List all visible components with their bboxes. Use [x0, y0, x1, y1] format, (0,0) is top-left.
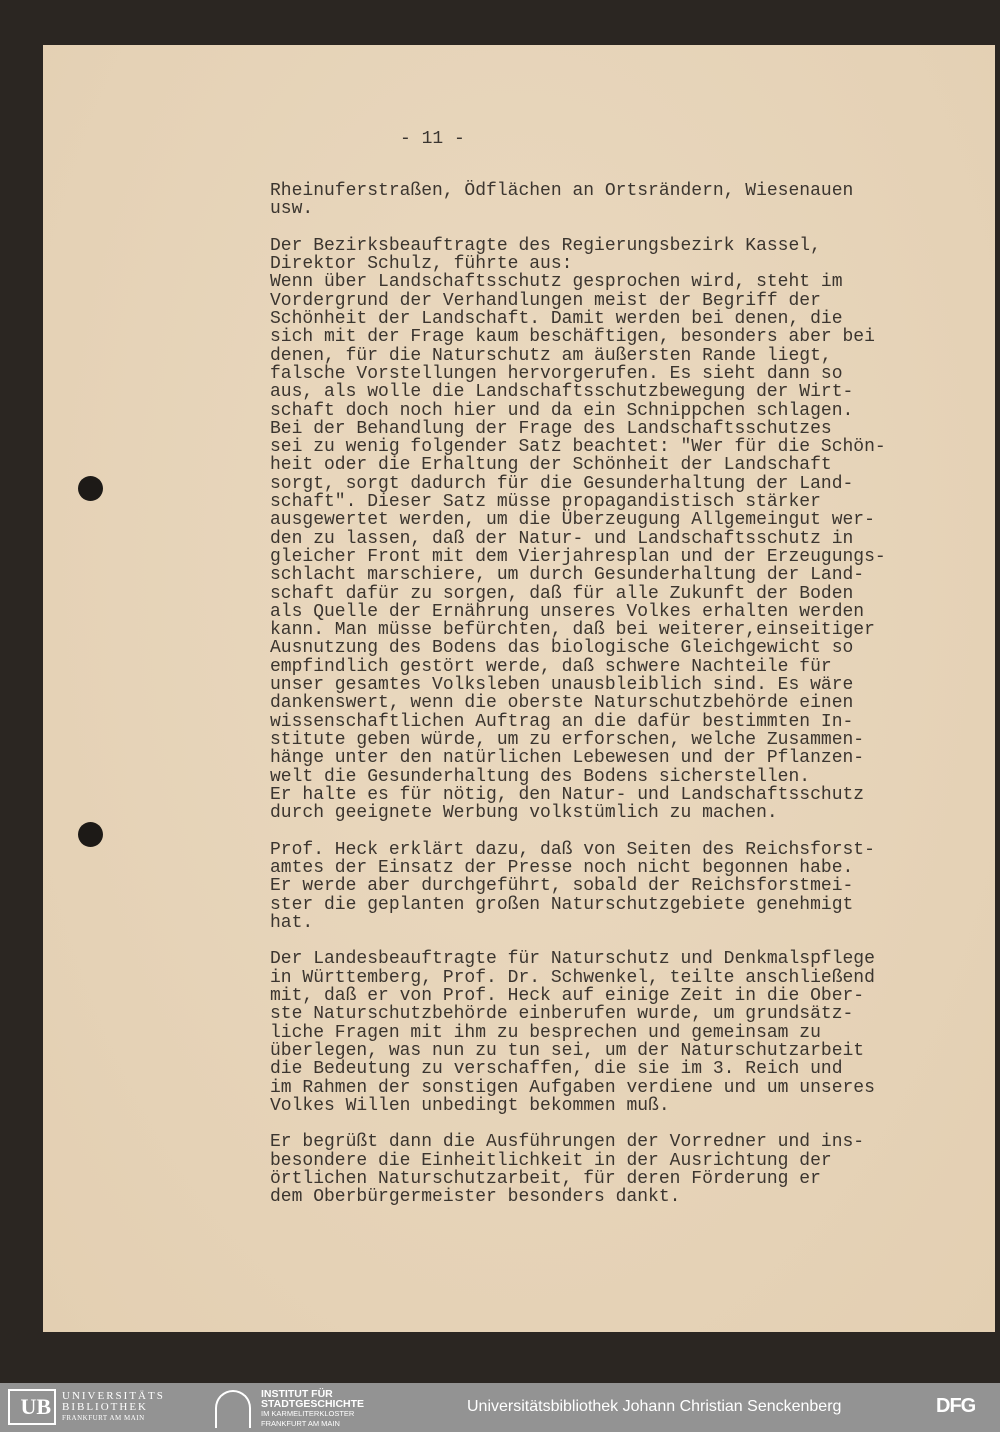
text-line: die Bedeutung zu verschaffen, die sie im 3. Reich und	[270, 1059, 843, 1080]
text-line: schlacht marschiere, um durch Gesunderhaltung der Land-	[270, 565, 865, 586]
text-line: amtes der Einsatz der Presse noch nicht begonnen habe.	[270, 857, 854, 878]
text-line: dem Oberbürgermeister besonders dankt.	[270, 1187, 681, 1208]
footer-bar	[0, 1383, 1000, 1432]
ub-logo-mark: UB	[8, 1389, 56, 1425]
dfg-logo[interactable]: DFG	[936, 1395, 976, 1417]
text-line: Direktor Schulz, führte aus:	[270, 254, 573, 275]
text-line: schaft". Dieser Satz müsse propagandistisch stärker	[270, 492, 821, 513]
text-line: empfindlich gestört werde, daß schwere Nachteile für	[270, 656, 832, 677]
text-line: Er halte es für nötig, den Natur- und Landschaftsschutz	[270, 784, 865, 805]
text-line: besondere die Einheitlichkeit in der Ausrichtung der	[270, 1150, 832, 1171]
text-line: als Quelle der Ernährung unseres Volkes erhalten werden	[270, 601, 865, 622]
paragraph	[270, 950, 886, 1115]
punch-hole	[78, 822, 103, 847]
text-line: Ausnutzung des Bodens das biologische Gleichgewicht so	[270, 638, 854, 659]
text-line: Wenn über Landschaftsschutz gesprochen wird, steht im	[270, 272, 843, 293]
text-line: wissenschaftlichen Auftrag an die dafür bestimmten In-	[270, 711, 854, 732]
text-line: falsche Vorstellungen hervorgerufen. Es sieht dann so	[270, 363, 843, 384]
text-line: den zu lassen, daß der Natur- und Landschaftsschutz in	[270, 528, 854, 549]
text-line: Er werde aber durchgeführt, sobald der Reichsforstmei-	[270, 876, 854, 897]
text-line: Er begrüßt dann die Ausführungen der Vorredner und ins-	[270, 1132, 865, 1153]
text-line: ster die geplanten großen Naturschutzgebiete genehmigt	[270, 894, 854, 915]
text-line: ausgewertet werden, um die Überzeugung Allgemeingut wer-	[270, 510, 875, 531]
text-line: überlegen, was nun zu tun sei, um der Naturschutzarbeit	[270, 1040, 865, 1061]
text-line: gleicher Front mit dem Vierjahresplan und der Erzeugungs-	[270, 546, 886, 567]
punch-hole	[78, 476, 103, 501]
arch-icon	[215, 1390, 251, 1428]
text-line: Rheinuferstraßen, Ödflächen an Ortsrändern, Wiesenauen	[270, 181, 854, 201]
text-line: Volkes Willen unbedingt bekommen muß.	[270, 1095, 670, 1116]
paragraph	[270, 841, 886, 932]
isg-logo-line: STADTGESCHICHTE	[261, 1398, 365, 1410]
text-line: usw.	[270, 199, 314, 220]
text-line: sorgt, sorgt dadurch für die Gesunderhaltung der Land-	[270, 473, 854, 494]
text-line: Der Landesbeauftragte für Naturschutz und Denkmalspflege	[270, 949, 875, 970]
document-body	[270, 182, 886, 1225]
text-line: Prof. Heck erklärt dazu, daß von Seiten des Reichsforst-	[270, 839, 875, 860]
paragraph	[270, 182, 886, 219]
institut-stadtgeschichte-logo[interactable]	[215, 1389, 364, 1429]
text-line: im Rahmen der sonstigen Aufgaben verdiene und um unseres	[270, 1077, 875, 1098]
text-line: welt die Gesunderhaltung des Bodens sicherstellen.	[270, 766, 811, 787]
text-line: aus, als wolle die Landschaftsschutzbewegung der Wirt-	[270, 382, 854, 403]
paragraph	[270, 1133, 886, 1206]
isg-logo-line: FRANKFURT AM MAIN	[261, 1419, 340, 1428]
text-line: in Württemberg, Prof. Dr. Schwenkel, teilte anschließend	[270, 967, 875, 988]
text-line: kann. Man müsse befürchten, daß bei weiterer,einseitiger	[270, 620, 875, 641]
text-line: ste Naturschutzbehörde einberufen wurde, um grundsätz-	[270, 1004, 854, 1025]
text-line: Vordergrund der Verhandlungen meist der Begriff der	[270, 290, 821, 311]
page-number: - 11 -	[400, 129, 465, 149]
text-line: sei zu wenig folgender Satz beachtet: "Wer für die Schön-	[270, 437, 886, 458]
text-line: liche Fragen mit ihm zu besprechen und gemeinsam zu	[270, 1022, 821, 1043]
ub-logo-line: UNIVERSITÄTS	[62, 1389, 165, 1402]
text-line: schaft doch noch hier und da ein Schnippchen schlagen.	[270, 400, 854, 421]
ub-logo-line: BIBLIOTHEK	[62, 1400, 148, 1413]
text-line: stitute geben würde, um zu erforschen, welche Zusammen-	[270, 729, 865, 750]
text-line: Schönheit der Landschaft. Damit werden bei denen, die	[270, 309, 843, 330]
isg-logo-line: IM KARMELITERKLOSTER	[261, 1409, 355, 1418]
text-line: durch geeignete Werbung volkstümlich zu machen.	[270, 803, 778, 824]
isg-logo-line: INSTITUT FÜR	[261, 1388, 333, 1400]
text-line: örtlichen Naturschutzarbeit, für deren Förderung er	[270, 1169, 821, 1190]
text-line: hat.	[270, 912, 314, 933]
ub-library-logo[interactable]	[8, 1389, 165, 1425]
ub-logo-line: FRANKFURT AM MAIN	[62, 1413, 145, 1422]
text-line: unser gesamtes Volksleben unausbleiblich sind. Es wäre	[270, 675, 854, 696]
text-line: denen, für die Naturschutz am äußersten Rande liegt,	[270, 345, 832, 366]
text-line: hänge unter den natürlichen Lebewesen und der Pflanzen-	[270, 748, 865, 769]
text-line: heit oder die Erhaltung der Schönheit der Landschaft	[270, 455, 832, 476]
text-line: mit, daß er von Prof. Heck auf einige Zeit in die Ober-	[270, 986, 865, 1007]
text-line: sich mit der Frage kaum beschäftigen, besonders aber bei	[270, 327, 875, 348]
text-line: Bei der Behandlung der Frage des Landschaftsschutzes	[270, 418, 832, 439]
footer-title: Universitätsbibliothek Johann Christian Senckenberg	[467, 1398, 842, 1415]
text-line: dankenswert, wenn die oberste Naturschutzbehörde einen	[270, 693, 854, 714]
paragraph	[270, 237, 886, 823]
text-line: schaft dafür zu sorgen, daß für alle Zukunft der Boden	[270, 583, 854, 604]
text-line: Der Bezirksbeauftragte des Regierungsbezirk Kassel,	[270, 235, 821, 256]
